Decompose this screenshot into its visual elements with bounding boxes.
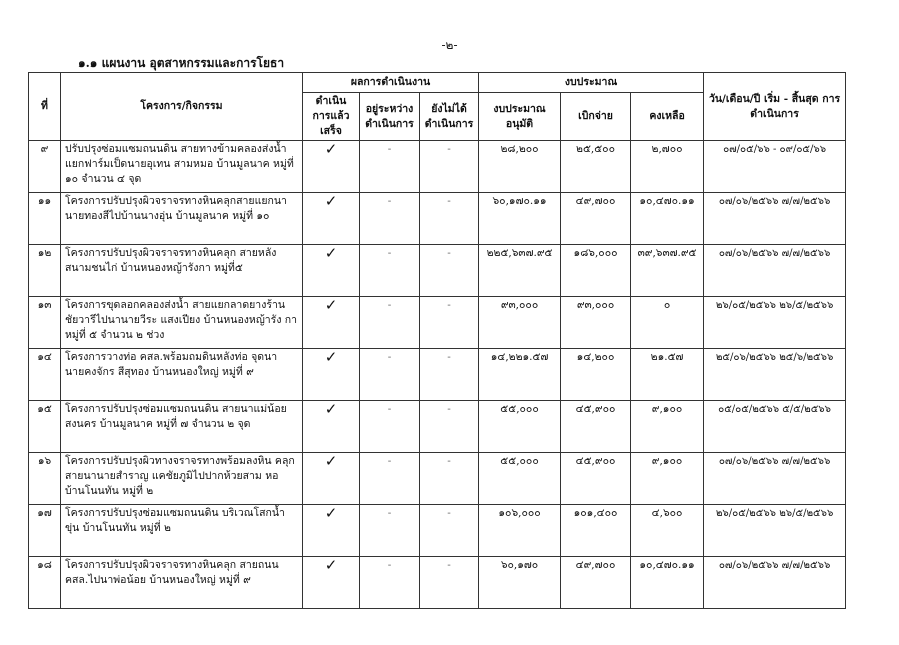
project-report-table [28,72,846,609]
project-name: โครงการวางท่อ คสล.พร้อมถมดินหลังท่อ จุดนา นายคงจักร สีสุทอง บ้านหนองใหญ่ หมู่ที่ ๙ [61,349,303,401]
header-not-started: ยังไม่ได้ดำเนินการ [420,93,479,141]
done-check-icon: ✓ [303,349,360,401]
approved-budget: ๙๓,๐๐๐ [479,297,561,349]
disbursed-amount: ๔๙,๗๐๐ [561,557,631,609]
disbursed-amount: ๒๕,๕๐๐ [561,141,631,193]
project-name: ปรับปรุงซ่อมแซมถนนดิน สายทางข้ามคลองส่งน้ำ แยกฟาร์มเป็ดนายอุเทน สามหมอ บ้านมูลนาค หมู่ที่ ๑๐ จำนวน ๔ จุด [61,141,303,193]
approved-budget: ๒๘,๒๐๐ [479,141,561,193]
remaining-amount: ๔,๖๐๐ [631,505,704,557]
project-name: โครงการปรับปรุงผิวจราจรทางหินคลุกสายแยกนา นายทองสีไปบ้านนางอุ่น บ้านมูลนาค หมู่ที่ ๑๐ [61,193,303,245]
project-name: โครงการปรับปรุงผิวจราจรทางหินคลุก สายหลัง สนามชนไก่ บ้านหนองหญ้ารังกา หมู่ที่๕ [61,245,303,297]
project-name: โครงการปรับปรุงซ่อมแซมถนนดิน สายนาแม่น้อย สงนคร บ้านมูลนาค หมู่ที่ ๗ จำนวน ๒ จุด [61,401,303,453]
row-number: ๑๗ [29,505,61,557]
table-row [29,193,846,245]
in-progress-mark: - [360,557,420,609]
approved-budget: ๒๒๕,๖๓๗.๙๕ [479,245,561,297]
done-check-icon: ✓ [303,297,360,349]
in-progress-mark: - [360,401,420,453]
not-started-mark: - [420,245,479,297]
header-approved: งบประมาณอนุมัติ [479,93,561,141]
approved-budget: ๕๕,๐๐๐ [479,401,561,453]
remaining-amount: ๓๙,๖๓๗.๙๕ [631,245,704,297]
not-started-mark: - [420,557,479,609]
not-started-mark: - [420,401,479,453]
header-done: ดำเนินการแล้วเสร็จ [303,93,360,141]
done-check-icon: ✓ [303,401,360,453]
row-number: ๑๑ [29,193,61,245]
period-dates: ๐๗/๐๖/๒๕๖๖ ๗/๗/๒๕๖๖ [704,193,846,245]
remaining-amount: ๑๐,๔๗๐.๑๑ [631,557,704,609]
table-row [29,141,846,193]
not-started-mark: - [420,349,479,401]
disbursed-amount: ๙๓,๐๐๐ [561,297,631,349]
in-progress-mark: - [360,453,420,505]
approved-budget: ๕๕,๐๐๐ [479,453,561,505]
done-check-icon: ✓ [303,453,360,505]
table-row [29,557,846,609]
disbursed-amount: ๔๙,๗๐๐ [561,193,631,245]
page-number: -๒- [441,38,458,52]
approved-budget: ๖๐,๑๗๐ [479,557,561,609]
not-started-mark: - [420,505,479,557]
approved-budget: ๑๔,๒๒๑.๕๗ [479,349,561,401]
project-name: โครงการปรับปรุงซ่อมแซมถนนดิน บริเวณโสกน้ำ ขุ่น บ้านโนนทัน หมู่ที่ ๒ [61,505,303,557]
approved-budget: ๑๐๖,๐๐๐ [479,505,561,557]
row-number: ๑๓ [29,297,61,349]
not-started-mark: - [420,141,479,193]
done-check-icon: ✓ [303,193,360,245]
disbursed-amount: ๔๕,๙๐๐ [561,453,631,505]
header-no: ที่ [29,73,61,141]
table-row [29,349,846,401]
project-name: โครงการปรับปรุงผิวจราจรทางหินคลุก สายถนน คสล.ไปนาพ่อน้อย บ้านหนองใหญ่ หมู่ที่ ๙ [61,557,303,609]
period-dates: ๐๕/๐๕/๒๕๖๖ ๕/๕/๒๕๖๖ [704,401,846,453]
period-dates: ๐๗/๐๖/๒๕๖๖ ๗/๗/๒๕๖๖ [704,557,846,609]
project-name: โครงการขุดลอกคลองส่งน้ำ สายแยกลาดยางร้าน ชัยวารีไปนานายวีระ แสงเปียง บ้านหนองหญ้ารัง กา หมู่ที่ ๕ จำนวน ๒ ช่วง [61,297,303,349]
row-number: ๙ [29,141,61,193]
not-started-mark: - [420,193,479,245]
in-progress-mark: - [360,193,420,245]
table-row [29,245,846,297]
remaining-amount: ๐ [631,297,704,349]
header-remaining: คงเหลือ [631,93,704,141]
row-number: ๑๔ [29,349,61,401]
header-period: วัน/เดือน/ปี เริ่ม - สิ้นสุด การดำเนินการ [704,73,846,141]
remaining-amount: ๑๐,๔๗๐.๑๑ [631,193,704,245]
remaining-amount: ๙,๑๐๐ [631,453,704,505]
period-dates: ๒๖/๐๕/๒๕๖๖ ๒๖/๕/๒๕๖๖ [704,297,846,349]
row-number: ๑๕ [29,401,61,453]
row-number: ๑๖ [29,453,61,505]
table-row [29,505,846,557]
remaining-amount: ๙,๑๐๐ [631,401,704,453]
in-progress-mark: - [360,297,420,349]
remaining-amount: ๒,๗๐๐ [631,141,704,193]
in-progress-mark: - [360,349,420,401]
row-number: ๑๒ [29,245,61,297]
not-started-mark: - [420,453,479,505]
disbursed-amount: ๑๘๖,๐๐๐ [561,245,631,297]
header-disbursed: เบิกจ่าย [561,93,631,141]
remaining-amount: ๒๑.๕๗ [631,349,704,401]
period-dates: ๐๗/๐๕/๖๖ - ๐๙/๐๕/๖๖ [704,141,846,193]
table-row [29,401,846,453]
row-number: ๑๘ [29,557,61,609]
period-dates: ๒๖/๐๕/๒๕๖๖ ๒๖/๕/๒๕๖๖ [704,505,846,557]
header-results: ผลการดำเนินงาน [303,73,479,93]
header-budget: งบประมาณ [479,73,704,93]
approved-budget: ๖๐,๑๗๐.๑๑ [479,193,561,245]
in-progress-mark: - [360,141,420,193]
done-check-icon: ✓ [303,505,360,557]
section-title: ๑.๑ แผนงาน อุตสาหกรรมและการโยธา [78,56,285,70]
table-row [29,453,846,505]
period-dates: ๐๗/๐๖/๒๕๖๖ ๗/๗/๒๕๖๖ [704,245,846,297]
disbursed-amount: ๑๐๑,๔๐๐ [561,505,631,557]
disbursed-amount: ๔๕,๙๐๐ [561,401,631,453]
done-check-icon: ✓ [303,557,360,609]
in-progress-mark: - [360,245,420,297]
done-check-icon: ✓ [303,141,360,193]
header-project: โครงการ/กิจกรรม [61,73,303,141]
in-progress-mark: - [360,505,420,557]
period-dates: ๒๕/๐๖/๒๕๖๖ ๒๕/๖/๒๕๖๖ [704,349,846,401]
not-started-mark: - [420,297,479,349]
table-row [29,297,846,349]
header-in-progress: อยู่ระหว่างดำเนินการ [360,93,420,141]
done-check-icon: ✓ [303,245,360,297]
disbursed-amount: ๑๔,๒๐๐ [561,349,631,401]
period-dates: ๐๗/๐๖/๒๕๖๖ ๗/๗/๒๕๖๖ [704,453,846,505]
project-name: โครงการปรับปรุงผิวทางจราจรทางพร้อมลงหิน คลุก สายนานายสำราญ แคชัยภูมิไปปากห้วยสาม หอ บ้านโนนทัน หมู่ที่ ๒ [61,453,303,505]
